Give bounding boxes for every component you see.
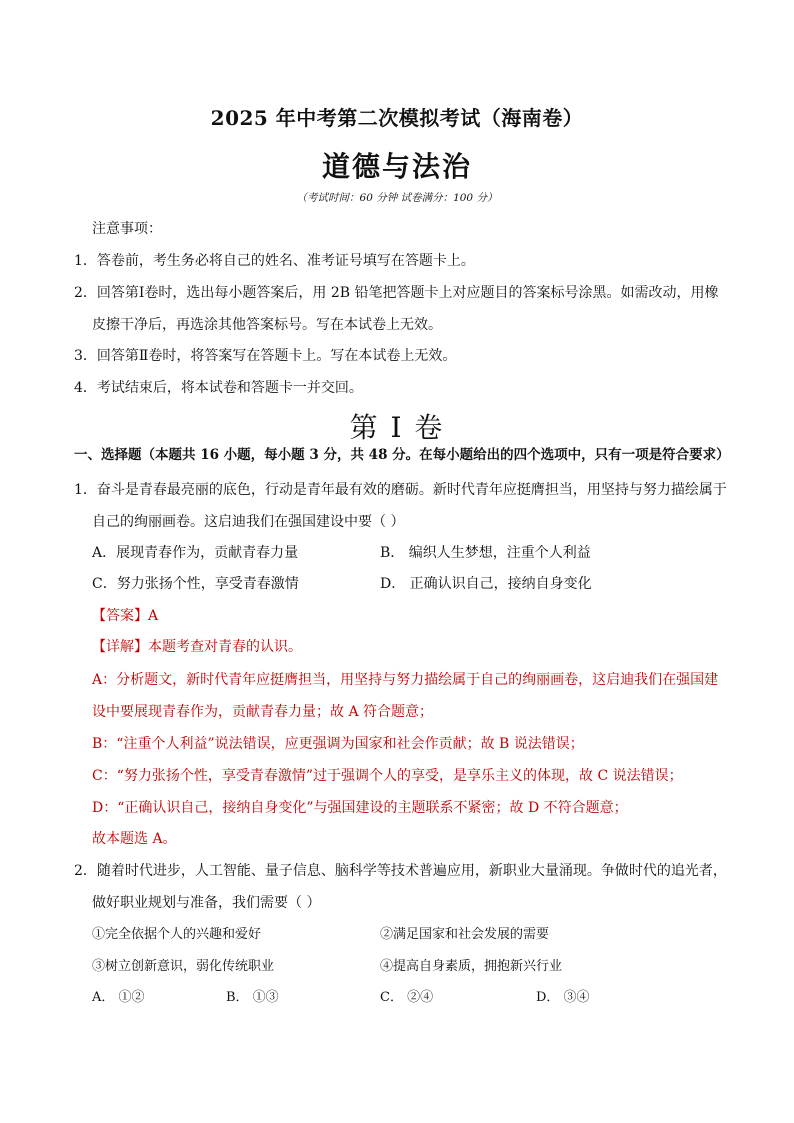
question-1-stem: 1．奋斗是青春最亮丽的底色，行动是青年最有效的磨砺。新时代青年应挺膺担当，用坚持与努力描绘属于	[74, 482, 727, 498]
question-2-option-a: A． ①②	[92, 990, 145, 1005]
notice-item: 3．回答第Ⅱ卷时，将答案写在答题卡上。写在本试卷上无效。	[74, 348, 457, 364]
question-1-option-c: C．努力张扬个性，享受青春激情	[92, 576, 299, 592]
question-2-statement-1: ①完全依据个人的兴趣和爱好	[92, 927, 262, 942]
notice-heading: 注意事项：	[92, 221, 162, 237]
notice-item: 1．答卷前，考生务必将自己的姓名、准考证号填写在答题卡上。	[74, 253, 475, 269]
question-2-stem: 2．随着时代进步，人工智能、量子信息、脑科学等技术普遍应用，新职业大量涌现。争做时代的追光者，	[74, 863, 727, 879]
section-title: 一、选择题（本题共 16 小题，每小题 3 分，共 48 分。在每小题给出的四个选项中，只有一项是符合要求）	[74, 447, 730, 463]
exam-title: 2025 年中考第二次模拟考试（海南卷）	[210, 106, 584, 130]
explanation-option-b: B：“注重个人利益”说法错误，应更强调为国家和社会作贡献；故 B 说法错误；	[92, 736, 584, 752]
notice-item-continuation: 皮擦干净后，再选涂其他答案标号。写在本试卷上无效。	[92, 317, 442, 333]
question-2-option-c: C． ②④	[380, 990, 434, 1005]
question-1-explanation-head: 【详解】本题考查对青春的认识。	[92, 639, 302, 655]
volume-title: 第 I 卷	[349, 411, 445, 444]
explanation-option-a-continuation: 设中要展现青春作为，贡献青春力量；故 A 符合题意；	[92, 704, 434, 720]
subject-title: 道德与法治	[321, 150, 472, 183]
question-1-option-d: D． 正确认识自己，接纳自身变化	[380, 576, 592, 592]
question-1-option-b: B． 编织人生梦想，注重个人利益	[380, 545, 591, 561]
notice-item: 2．回答第Ⅰ卷时，选出每小题答案后，用 2B 铅笔把答题卡上对应题目的答案标号涂黑。如需改动，用橡	[74, 285, 719, 301]
question-2-stem-continuation: 做好职业规划与准备，我们需要（ ）	[92, 895, 321, 911]
exam-info: （考试时间：60 分钟 试卷满分：100 分）	[296, 192, 498, 204]
question-2-statement-3: ③树立创新意识，弱化传统职业	[92, 959, 275, 974]
notice-item: 4．考试结束后，将本试卷和答题卡一并交回。	[74, 380, 363, 396]
question-1-answer: 【答案】A	[92, 608, 159, 624]
explanation-option-c: C：“努力张扬个性，享受青春激情”过于强调个人的享受，是享乐主义的体现，故 C 说法错误；	[92, 768, 683, 784]
question-2-statement-4: ④提高自身素质，拥抱新兴行业	[380, 959, 563, 974]
question-2-option-b: B． ①③	[226, 990, 279, 1005]
explanation-conclusion: 故本题选 A。	[92, 831, 177, 847]
question-1-option-a: A．展现青春作为，贡献青春力量	[92, 545, 299, 561]
explanation-option-a: A：分析题文，新时代青年应挺膺担当，用坚持与努力描绘属于自己的绚丽画卷，这启迪我们在强国建	[92, 672, 719, 688]
question-2-option-d: D． ③④	[536, 990, 590, 1005]
question-1-stem-continuation: 自己的绚丽画卷。这启迪我们在强国建设中要（ ）	[92, 514, 405, 530]
explanation-option-d: D：“正确认识自己，接纳自身变化”与强国建设的主题联系不紧密；故 D 不符合题意；	[92, 800, 628, 816]
question-2-statement-2: ②满足国家和社会发展的需要	[380, 927, 550, 942]
